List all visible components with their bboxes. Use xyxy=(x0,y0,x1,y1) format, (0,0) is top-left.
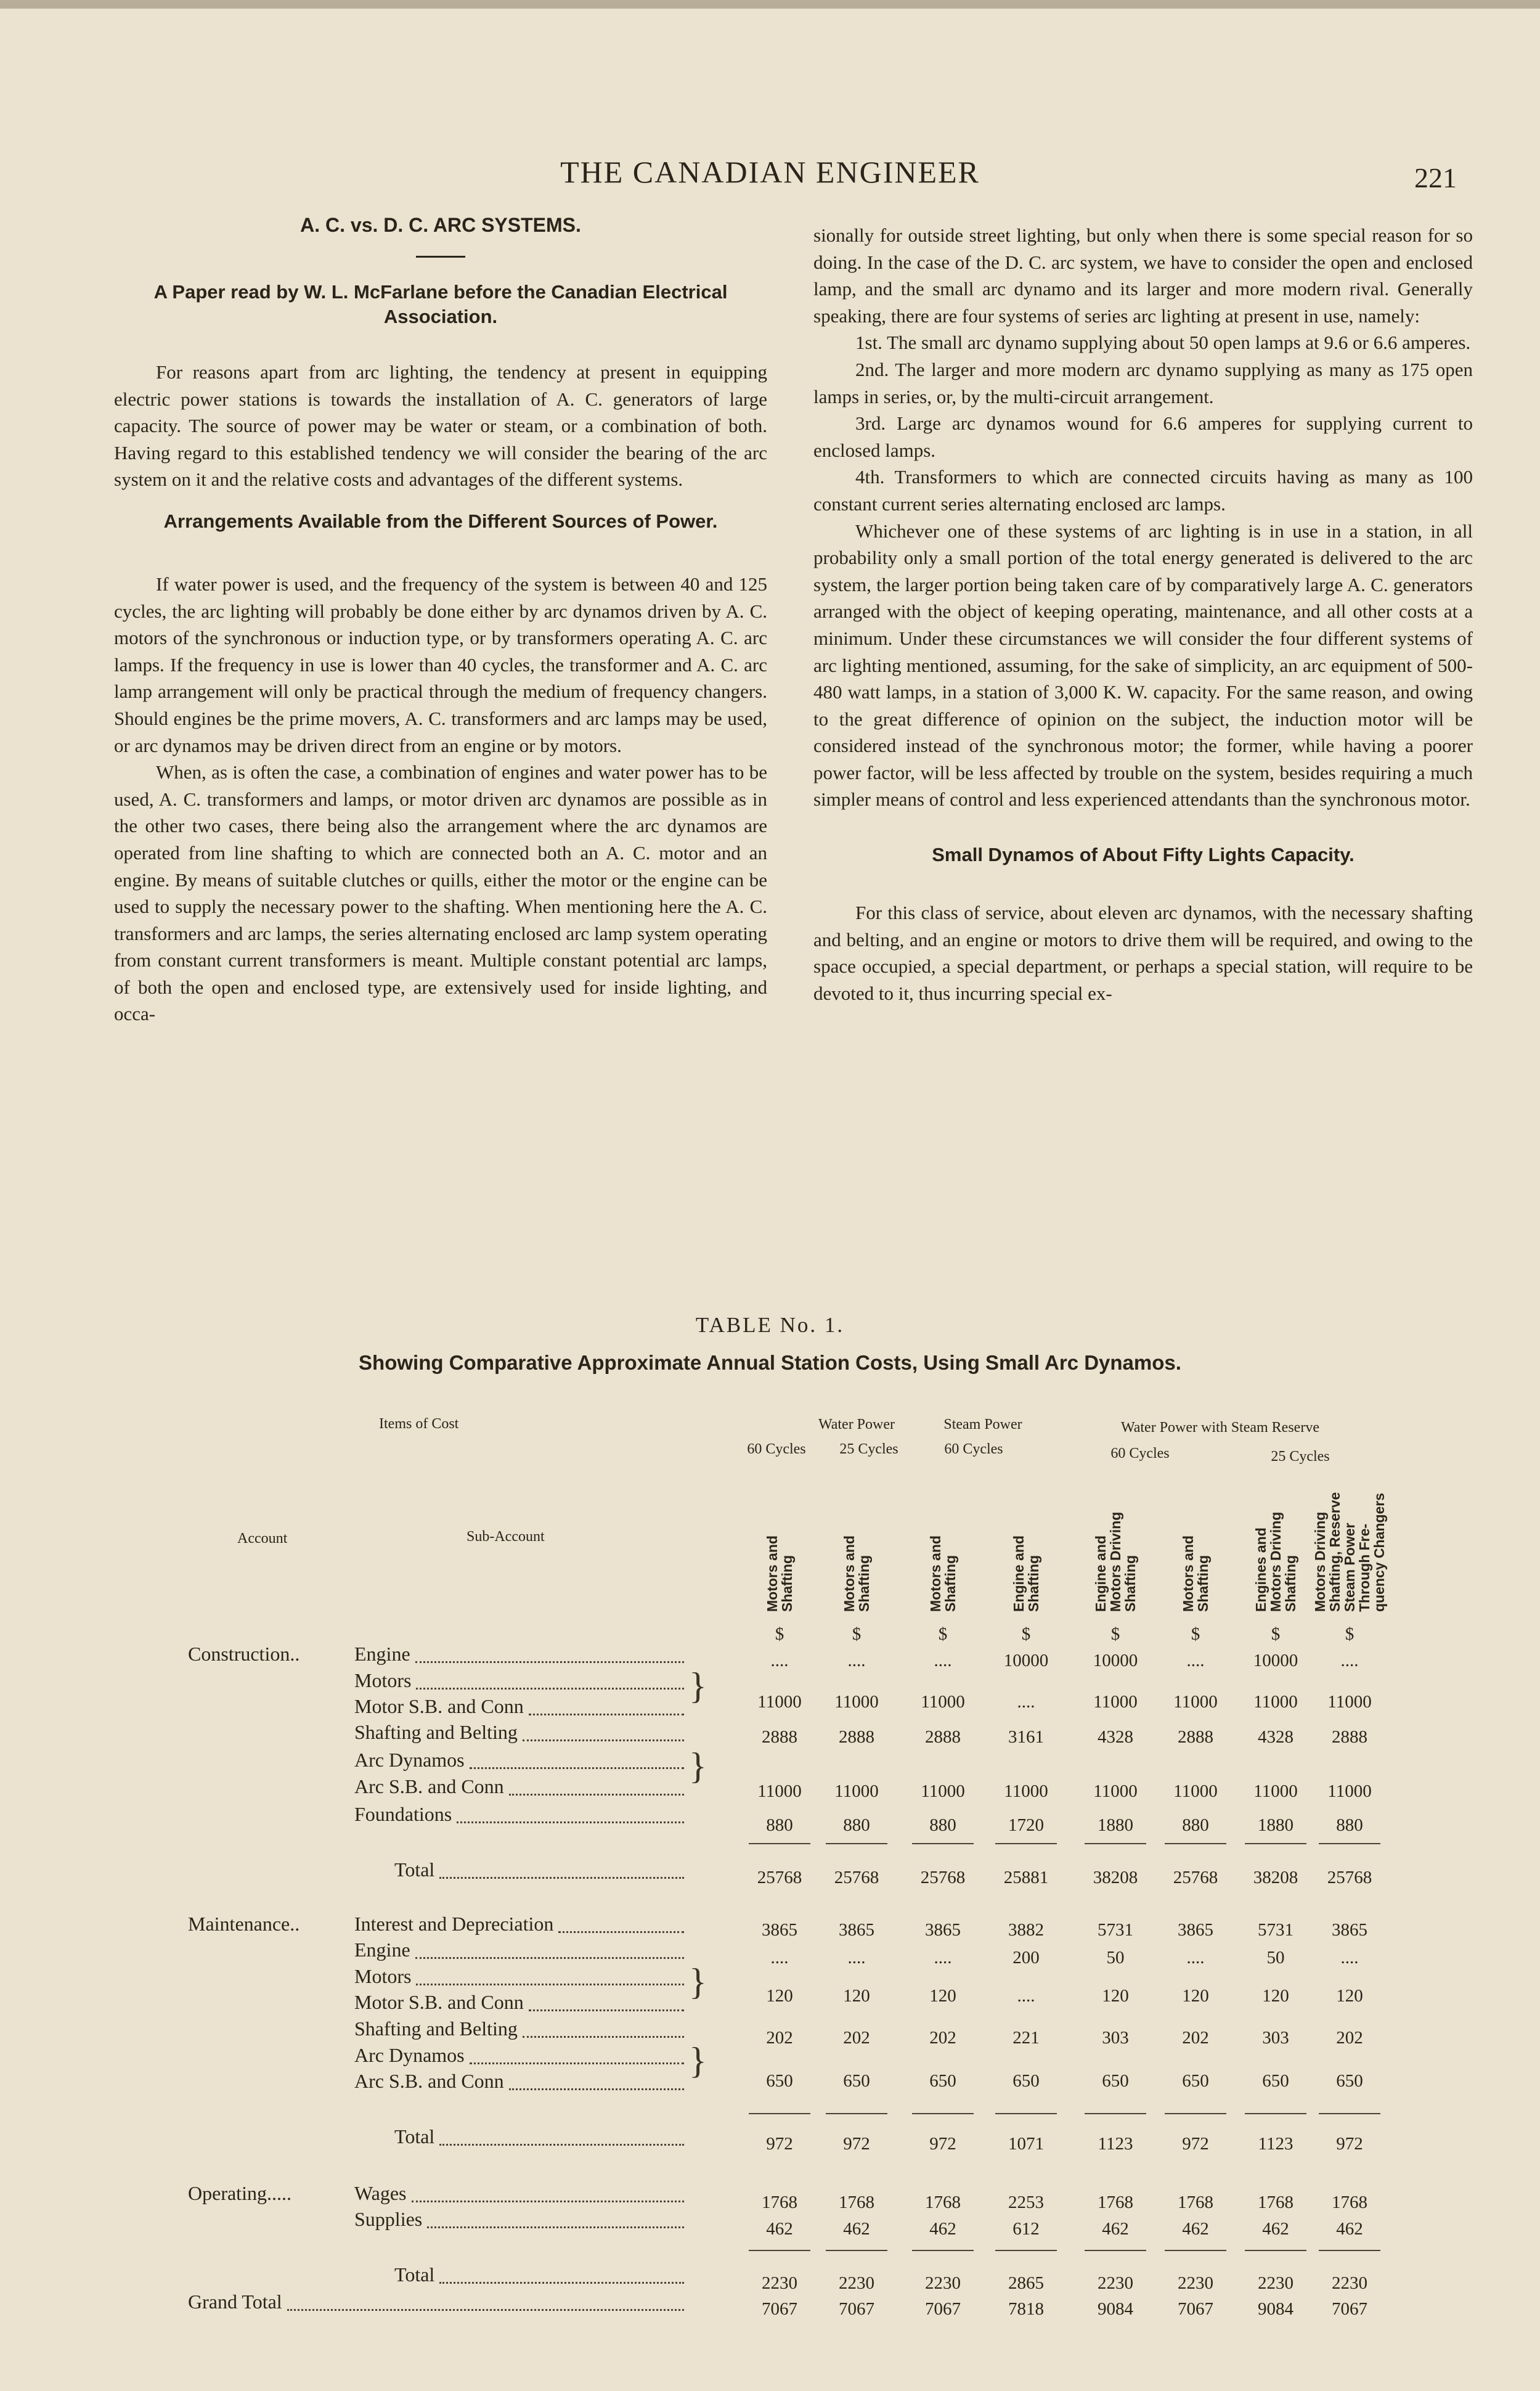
currency-symbol: $ xyxy=(852,1624,862,1644)
table-cell: 200 xyxy=(1012,1948,1040,1968)
dot-leader xyxy=(529,1714,684,1715)
total-rule xyxy=(826,1843,887,1844)
total-rule xyxy=(1085,2250,1146,2251)
table-cell: 50 xyxy=(1266,1948,1285,1968)
table-cell: 50 xyxy=(1106,1948,1125,1968)
table-cell: 880 xyxy=(929,1815,956,1835)
table-cell: 650 xyxy=(766,2071,793,2091)
table-cell: 2230 xyxy=(1178,2273,1213,2293)
table-cell: 120 xyxy=(1262,1986,1289,2006)
water-25-header: 25 Cycles xyxy=(839,1441,898,1457)
dot-leader xyxy=(439,2144,684,2146)
currency-symbol: $ xyxy=(1345,1624,1355,1644)
account-label: Maintenance.. xyxy=(188,1913,300,1935)
table-cell: 2888 xyxy=(839,1727,874,1747)
total-rule xyxy=(1165,2113,1226,2114)
dot-leader xyxy=(439,1877,684,1879)
table-cell: 462 xyxy=(1102,2219,1129,2239)
total-rule xyxy=(912,2113,974,2114)
table-cell: 1123 xyxy=(1258,2134,1294,2154)
table-cell: 880 xyxy=(766,1815,793,1835)
table-cell: 120 xyxy=(1182,1986,1209,2006)
dot-leader xyxy=(470,2062,684,2064)
dot-leader xyxy=(523,1739,684,1741)
table-cell: 1768 xyxy=(1258,2193,1294,2212)
column-header: Motors and Shafting xyxy=(1180,1535,1211,1612)
table-cell: 880 xyxy=(1336,1815,1363,1835)
subaccount-label: Total xyxy=(394,2263,435,2286)
table-cell: 3865 xyxy=(839,1920,874,1940)
column-header: Engine and Shafting xyxy=(1011,1535,1041,1612)
table-cell: 2230 xyxy=(1332,2273,1367,2293)
total-rule xyxy=(1319,2113,1380,2114)
table-subtitle: Showing Comparative Approximate Annual Station Costs, Using Small Arc Dynamos. xyxy=(359,1351,1181,1374)
title-rule xyxy=(416,256,465,258)
table-cell: 2888 xyxy=(1178,1727,1213,1747)
reserve-header: Water Power with Steam Reserve xyxy=(1121,1420,1319,1436)
table-cell: 11000 xyxy=(834,1692,879,1712)
column-header: Motors and Shafting xyxy=(927,1535,958,1612)
table-cell: 4328 xyxy=(1098,1727,1133,1747)
table-cell: 462 xyxy=(1262,2219,1289,2239)
table-cell: 1880 xyxy=(1098,1815,1133,1835)
table-cell: 612 xyxy=(1012,2219,1040,2239)
table-cell: 5731 xyxy=(1098,1920,1133,1940)
table-cell: 7067 xyxy=(839,2299,874,2319)
table-cell: 650 xyxy=(929,2071,956,2091)
table-cell: 7067 xyxy=(1332,2299,1367,2319)
total-rule xyxy=(826,2250,887,2251)
dot-leader xyxy=(416,1984,684,1985)
column-header: Motors and Shafting xyxy=(764,1535,795,1612)
total-rule xyxy=(995,1843,1057,1844)
steam-power-header: Steam Power xyxy=(943,1416,1022,1433)
subaccount-label: Arc Dynamos xyxy=(354,2044,465,2066)
table-cell: 972 xyxy=(1182,2134,1209,2154)
table-cell: 10000 xyxy=(1253,1651,1298,1670)
dot-leader xyxy=(439,2282,684,2284)
table-cell: .... xyxy=(770,1651,789,1670)
table-cell: 10000 xyxy=(1003,1651,1049,1670)
paragraph: If water power is used, and the frequency of the system is between 40 and 125 cycles, the arc lighting will probably be done either by arc dynamos driven by A. C. motors of the synchronous or induction type, or by transformers operating A. C. arc lamps. If the frequency in use is lower than 40 cycles, the transformer and A. C. arc lamp arrangement will only be practical through the medium of frequency changers. Should engines be the prime movers, A. C. transformers and arc lamps may be used, or arc dynamos may be driven direct from an engine or by motors. xyxy=(114,573,767,756)
table-cell: 221 xyxy=(1012,2028,1040,2048)
table-cell: 7067 xyxy=(762,2299,797,2319)
article-byline: A Paper read by W. L. McFarlane before the Canadian Electrical Association. xyxy=(153,281,728,327)
table-cell: 462 xyxy=(929,2219,956,2239)
subaccount-label: Interest and Depreciation xyxy=(354,1913,554,1935)
subaccount-label: Engine xyxy=(354,1939,410,1961)
table-cell: 202 xyxy=(1336,2028,1363,2048)
total-rule xyxy=(826,2113,887,2114)
table-cell: 2230 xyxy=(1098,2273,1133,2293)
total-rule xyxy=(912,2250,974,2251)
grand-total-label: Grand Total xyxy=(188,2291,282,2313)
table-cell: 25768 xyxy=(920,1868,966,1887)
table-cell: 303 xyxy=(1102,2028,1129,2048)
table-cell: 25881 xyxy=(1003,1868,1049,1887)
right-column xyxy=(813,222,1473,1007)
table-cell: 202 xyxy=(766,2028,793,2048)
subaccount-label: Total xyxy=(394,1858,435,1881)
table-cell: 1768 xyxy=(839,2193,874,2212)
table-cell: 462 xyxy=(1182,2219,1209,2239)
table-cell: 3865 xyxy=(1332,1920,1367,1940)
table-cell: 1768 xyxy=(1098,2193,1133,2212)
table-cell: .... xyxy=(934,1948,952,1968)
table-cell: 972 xyxy=(1336,2134,1363,2154)
table-cell: 11000 xyxy=(1327,1781,1372,1801)
dot-leader xyxy=(415,1661,684,1663)
total-rule xyxy=(1245,2250,1306,2251)
water-60-header: 60 Cycles xyxy=(747,1441,806,1457)
table-cell: 3865 xyxy=(762,1920,797,1940)
column-header: Motors and Shafting xyxy=(841,1535,872,1612)
water-power-header: Water Power xyxy=(818,1416,895,1433)
dot-leader xyxy=(509,2088,684,2090)
total-rule xyxy=(749,2113,810,2114)
total-rule xyxy=(995,2250,1057,2251)
subaccount-label: Motor S.B. and Conn xyxy=(354,1695,524,1717)
brace-arc-maintenance: } xyxy=(689,2040,707,2081)
subaccount-header: Sub-Account xyxy=(466,1529,545,1545)
table-cell: .... xyxy=(1340,1948,1359,1968)
subaccount-label: Motors xyxy=(354,1669,412,1691)
table-cell: 1071 xyxy=(1008,2134,1044,2154)
total-rule xyxy=(912,1843,974,1844)
dot-leader xyxy=(470,1767,684,1769)
page-top-edge xyxy=(0,0,1540,9)
dot-leader xyxy=(416,1688,684,1690)
table-cell: 3882 xyxy=(1008,1920,1044,1940)
table-cell: 1768 xyxy=(1332,2193,1367,2212)
paragraph: For reasons apart from arc lighting, the tendency at present in equipping electric power stations is towards the installation of A. C. generators of large capacity. The source of power may be water or steam, or a combination of both. Having regard to this established tendency we will consider the bearing of the arc system on it and the relative costs and advantages of the different systems. xyxy=(114,361,767,491)
table-cell: 1768 xyxy=(1178,2193,1213,2212)
dot-leader xyxy=(529,2009,684,2011)
table-cell: 11000 xyxy=(1253,1692,1298,1712)
column-header: Engine and Motors Driving Shafting xyxy=(1093,1511,1138,1612)
table-cell: 1880 xyxy=(1258,1815,1294,1835)
table-cell: .... xyxy=(847,1948,866,1968)
table-cell: 11000 xyxy=(1253,1781,1298,1801)
table-cell: 3865 xyxy=(925,1920,961,1940)
section-heading: Arrangements Available from the Different Sources of Power. xyxy=(163,510,718,532)
list-item: 2nd. The larger and more modern arc dynamo supplying as many as 175 open lamps in series, or, by the multi-circuit arrangement. xyxy=(813,358,1473,407)
table-cell: .... xyxy=(1186,1948,1205,1968)
table-cell: 25768 xyxy=(834,1868,879,1887)
table-cell: .... xyxy=(1017,1986,1035,2006)
journal-title: THE CANADIAN ENGINEER xyxy=(560,155,980,189)
table-cell: 1123 xyxy=(1098,2134,1133,2154)
table-cell: 462 xyxy=(766,2219,793,2239)
table-cell: 2888 xyxy=(1332,1727,1367,1747)
subaccount-label: Shafting and Belting xyxy=(354,1721,518,1743)
table-cell: 880 xyxy=(843,1815,870,1835)
table-cell: 11000 xyxy=(921,1781,965,1801)
dot-leader xyxy=(415,1957,684,1959)
table-cell: 2230 xyxy=(839,2273,874,2293)
table-cell: 2865 xyxy=(1008,2273,1044,2293)
table-cell: 11000 xyxy=(757,1781,802,1801)
table-cell: 10000 xyxy=(1093,1651,1138,1670)
brace-arc-construction: } xyxy=(689,1746,707,1786)
table-cell: 9084 xyxy=(1258,2299,1294,2319)
table-cell: 3865 xyxy=(1178,1920,1213,1940)
subaccount-label: Motor S.B. and Conn xyxy=(354,1991,524,2013)
table-cell: 11000 xyxy=(757,1692,802,1712)
dot-leader xyxy=(509,1794,684,1796)
currency-symbol: $ xyxy=(775,1624,784,1644)
currency-symbol: $ xyxy=(1110,1624,1120,1644)
reserve-25-header: 25 Cycles xyxy=(1271,1449,1330,1465)
table-cell: 11000 xyxy=(834,1781,879,1801)
table-cell: 1768 xyxy=(762,2193,797,2212)
table-cell: 650 xyxy=(1102,2071,1129,2091)
subaccount-label: Supplies xyxy=(354,2208,423,2230)
page-number: 221 xyxy=(1414,162,1457,194)
table-cell: 2888 xyxy=(762,1727,797,1747)
table-cell: 7067 xyxy=(1178,2299,1213,2319)
table-cell: 2230 xyxy=(762,2273,797,2293)
list-item: 1st. The small arc dynamo supplying about 50 open lamps at 9.6 or 6.6 amperes. xyxy=(855,332,1471,354)
left-column xyxy=(114,213,767,1028)
table-cell: .... xyxy=(1186,1651,1205,1670)
table-cell: 1720 xyxy=(1008,1815,1044,1835)
total-rule xyxy=(1319,1843,1380,1844)
brace-motors-maintenance: } xyxy=(689,1961,707,2002)
table-cell: 11000 xyxy=(921,1692,965,1712)
total-rule xyxy=(1165,1843,1226,1844)
table-cell: 7067 xyxy=(925,2299,961,2319)
table-cell: 972 xyxy=(843,2134,870,2154)
steam-60-header: 60 Cycles xyxy=(944,1441,1003,1457)
account-label: Operating..... xyxy=(188,2182,291,2204)
table-cell: 972 xyxy=(766,2134,793,2154)
table-cell: 11000 xyxy=(1173,1781,1218,1801)
account-header: Account xyxy=(237,1531,288,1547)
subaccount-label: Arc S.B. and Conn xyxy=(354,1775,504,1797)
currency-symbol: $ xyxy=(1271,1624,1281,1644)
table-cell: 9084 xyxy=(1098,2299,1133,2319)
table-cell: 650 xyxy=(1182,2071,1209,2091)
table-cell: 25768 xyxy=(1173,1868,1218,1887)
table-cell: .... xyxy=(847,1651,866,1670)
table-cell: 120 xyxy=(766,1986,793,2006)
table-cell: 120 xyxy=(843,1986,870,2006)
total-rule xyxy=(1085,1843,1146,1844)
column-header: Engines and Motors Driving Shafting xyxy=(1253,1511,1298,1612)
table-cell: 650 xyxy=(1012,2071,1040,2091)
paragraph: For this class of service, about eleven arc dynamos, with the necessary shafting and belting, and an engine or motors to drive them will be required, and owing to the space occupied, a special department, or perhaps a special station, will require to be devoted to it, thus incurring special ex- xyxy=(813,902,1473,1004)
paragraph: When, as is often the case, a combination of engines and water power has to be used, A. C. transformers and lamps, or motor driven arc dynamos are possible as in the other two cases, there being also the arrangement where the arc dynamos are operated from line shafting to which are connected both an A. C. motor and an engine. By means of suitable clutches or quills, either the motor or the engine can be used to supply the necessary power to the shafting. When mentioning here the A. C. transformers and arc lamps, the series alternating enclosed arc lamp system operating from constant current transformers is meant. Multiple constant potential arc lamps, of both the open and enclosed type, are extensively used for inside lighting, and occa- xyxy=(114,761,767,1025)
total-rule xyxy=(1245,2113,1306,2114)
table-cell: 7818 xyxy=(1008,2299,1044,2319)
table-cell: 202 xyxy=(929,2028,956,2048)
table-cell: 303 xyxy=(1262,2028,1289,2048)
table-title: TABLE No. 1. xyxy=(695,1313,845,1337)
table-cell: 25768 xyxy=(757,1868,802,1887)
total-rule xyxy=(1245,1843,1306,1844)
currency-symbol: $ xyxy=(938,1624,948,1644)
total-rule xyxy=(1085,2113,1146,2114)
table-cell: 462 xyxy=(1336,2219,1363,2239)
subaccount-label: Wages xyxy=(354,2182,407,2204)
items-of-cost-header: Items of Cost xyxy=(379,1416,459,1432)
table-cell: 25768 xyxy=(1327,1868,1372,1887)
table-cell: 650 xyxy=(1336,2071,1363,2091)
section-heading: Small Dynamos of About Fifty Lights Capacity. xyxy=(932,844,1355,866)
table-cell: 11000 xyxy=(1327,1692,1372,1712)
table-cell: 1768 xyxy=(925,2193,961,2212)
table-cell: 5731 xyxy=(1258,1920,1294,1940)
table-cell: 4328 xyxy=(1258,1727,1294,1747)
currency-symbol: $ xyxy=(1021,1624,1031,1644)
subaccount-label: Motors xyxy=(354,1965,412,1987)
list-item: 4th. Transformers to which are connected circuits having as many as 100 constant current series alternating enclosed arc lamps. xyxy=(813,466,1473,515)
paragraph: Whichever one of these systems of arc lighting is in use in a station, in all probability only a small portion of the total energy generated is delivered to the arc system, the larger portion being taken care of by comparatively large A. C. generators arranged with the object of keeping operating, maintenance, and all other costs at a minimum. Under these circumstances we will consider the four different systems of arc lighting mentioned, assuming, for the sake of simplicity, an arc equipment of 500-480 watt lamps, in a station of 3,000 K. W. capacity. For the same reason, and owing to the great difference of opinion on the subject, the induction motor will be considered instead of the synchronous motor; the former, while having a poorer power factor, will be less affected by trouble on the system, besides requiring a much simpler means of control and less experienced attendants than the synchronous motor. xyxy=(813,520,1473,811)
table-cell: 2888 xyxy=(925,1727,961,1747)
subaccount-label: Total xyxy=(394,2125,435,2148)
table-cell: 11000 xyxy=(1093,1781,1138,1801)
dot-leader xyxy=(457,1821,684,1823)
table-cell: 38208 xyxy=(1093,1868,1138,1887)
reserve-60-header: 60 Cycles xyxy=(1110,1445,1170,1461)
table-cell: 3161 xyxy=(1008,1727,1044,1747)
dot-leader xyxy=(427,2226,684,2228)
subaccount-label: Foundations xyxy=(354,1803,452,1825)
table-cell: 2230 xyxy=(925,2273,961,2293)
article-title: A. C. vs. D. C. ARC SYSTEMS. xyxy=(300,214,581,236)
table-cell: 202 xyxy=(843,2028,870,2048)
table-cell: 120 xyxy=(1336,1986,1363,2006)
subaccount-label: Engine xyxy=(354,1643,410,1665)
table-cell: .... xyxy=(1340,1651,1359,1670)
table-cell: 2253 xyxy=(1008,2193,1044,2212)
currency-symbol: $ xyxy=(1191,1624,1200,1644)
table-cell: 202 xyxy=(1182,2028,1209,2048)
table-cell: 11000 xyxy=(1173,1692,1218,1712)
paragraph: sionally for outside street lighting, but only when there is some special reason for so doing. In the case of the D. C. arc system, we have to consider the open and enclosed lamp, and the small arc dynamo and its larger and more modern rival. Generally speaking, there are four systems of series arc lighting at present in use, namely: xyxy=(813,224,1473,327)
column-header: Motors Driving Shafting, Reserve Steam Power Through Fre- quency Changers xyxy=(1312,1492,1387,1612)
table-cell: 650 xyxy=(843,2071,870,2091)
total-rule xyxy=(1319,2250,1380,2251)
table-cell: 11000 xyxy=(1004,1781,1048,1801)
table-cell: 2230 xyxy=(1258,2273,1294,2293)
subaccount-label: Shafting and Belting xyxy=(354,2017,518,2040)
dot-leader xyxy=(523,2036,684,2038)
table-cell: 972 xyxy=(929,2134,956,2154)
dot-leader xyxy=(412,2201,684,2202)
table-cell: .... xyxy=(770,1948,789,1968)
total-rule xyxy=(995,2113,1057,2114)
table-cell: 650 xyxy=(1262,2071,1289,2091)
table-cell: 120 xyxy=(1102,1986,1129,2006)
table-cell: 11000 xyxy=(1093,1692,1138,1712)
table-cell: 462 xyxy=(843,2219,870,2239)
table-cell: 38208 xyxy=(1253,1868,1298,1887)
table-cell: 880 xyxy=(1182,1815,1209,1835)
dot-leader xyxy=(558,1931,684,1933)
dot-leader xyxy=(287,2309,684,2311)
total-rule xyxy=(749,1843,810,1844)
account-label: Construction.. xyxy=(188,1643,300,1665)
subaccount-label: Arc S.B. and Conn xyxy=(354,2070,504,2092)
table-cell: .... xyxy=(934,1651,952,1670)
total-rule xyxy=(749,2250,810,2251)
table-cell: .... xyxy=(1017,1692,1035,1712)
subaccount-label: Arc Dynamos xyxy=(354,1749,465,1771)
total-rule xyxy=(1165,2250,1226,2251)
table-cell: 120 xyxy=(929,1986,956,2006)
list-item: 3rd. Large arc dynamos wound for 6.6 amperes for supplying current to enclosed lamps. xyxy=(813,412,1473,461)
brace-motors-construction: } xyxy=(689,1666,707,1706)
